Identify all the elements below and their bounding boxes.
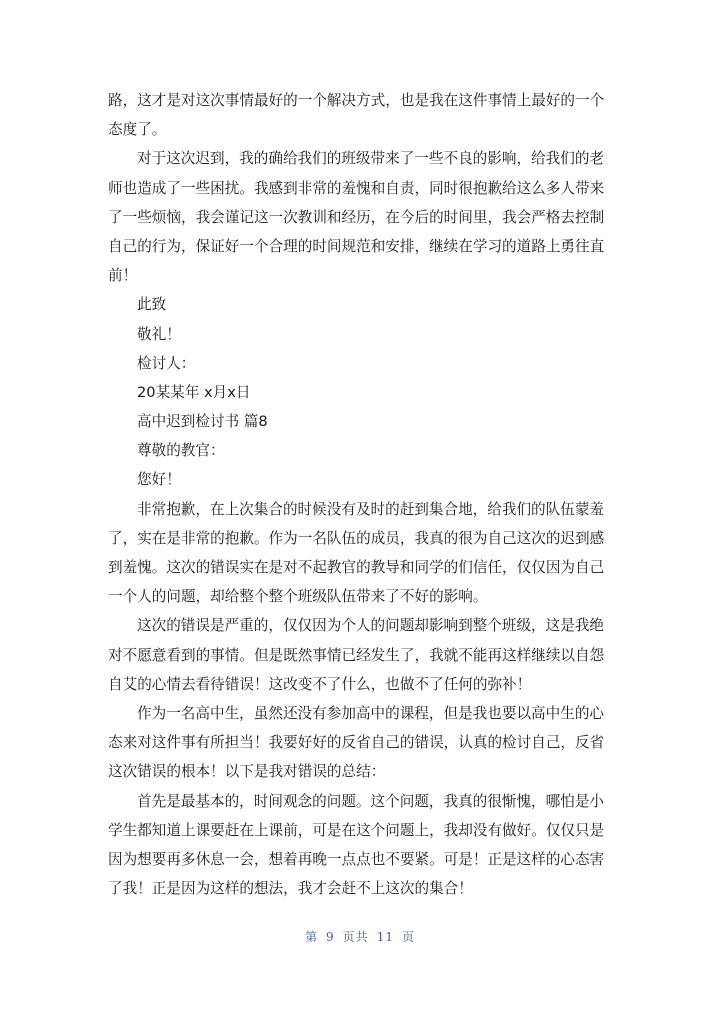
paragraph (108, 349, 604, 378)
text-line: 了，实在是非常的抱歉。作为一名队伍的成员，我真的很为自己这次的迟到感 (108, 529, 605, 547)
text-line: 态度了。 (108, 121, 167, 139)
text-line: 对不愿意看到的事情。但是既然事情已经发生了，我就不能再这样继续以自怨 (108, 646, 605, 664)
text-line: 此致 (137, 296, 167, 314)
text-line: 作为一名高中生，虽然还没有参加高中的课程，但是我也要以高中生的心 (137, 704, 605, 722)
text-line: 一个人的问题，却给整个整个班级队伍带来了不好的影响。 (108, 588, 488, 606)
text-line: 前！ (108, 267, 138, 285)
footer-suffix: 页 (401, 930, 415, 944)
paragraph (108, 144, 604, 290)
footer-total-pages: 11 (376, 930, 394, 944)
text-line: 因为想要再多休息一会，想着再晚一点点也不要紧。可是！正是这样的心态害 (108, 850, 605, 868)
text-line: 您好！ (137, 471, 181, 489)
text-line: 20某某年 x月x日 (137, 383, 251, 401)
paragraph (108, 787, 604, 904)
text-line: 路，这才是对这次事情最好的一个解决方式，也是我在这件事情上最好的一个 (108, 92, 605, 109)
text-line: 态来对这件事有所担当！我要好好的反省自己的错误，认真的检讨自己，反省 (108, 734, 605, 752)
footer-middle: 页共 (342, 930, 369, 944)
paragraph (108, 407, 604, 436)
page-footer (0, 928, 720, 945)
text-line: 师也造成了一些困扰。我感到非常的羞愧和自责，同时很抱歉给这么多人带来 (108, 179, 605, 197)
text-line: 高中迟到检讨书 篇8 (137, 413, 268, 431)
paragraph (108, 465, 604, 494)
paragraph (108, 495, 604, 612)
paragraph (108, 436, 604, 465)
text-line: 非常抱歉，在上次集合的时候没有及时的赶到集合地，给我们的队伍蒙羞 (137, 500, 605, 518)
text-line: 首先是最基本的，时间观念的问题。这个问题，我真的很惭愧，哪怕是小 (137, 792, 605, 810)
paragraph (108, 699, 604, 787)
paragraph (108, 320, 604, 349)
text-line: 敬礼！ (137, 325, 181, 343)
paragraph (108, 290, 604, 319)
document-body (108, 86, 604, 903)
text-line: 尊敬的教官： (137, 442, 225, 460)
text-line: 了一些烦恼，我会谨记这一次教训和经历，在今后的时间里，我会严格去控制 (108, 208, 605, 226)
text-line: 这次错误的根本！以下是我对错误的总结： (108, 763, 386, 781)
text-line: 学生都知道上课要赶在上课前，可是在这个问题上，我却没有做好。仅仅只是 (108, 821, 605, 839)
footer-current-page: 9 (326, 930, 335, 944)
text-line: 了我！正是因为这样的想法，我才会赶不上这次的集合！ (108, 880, 473, 898)
paragraph (108, 86, 604, 144)
text-line: 自己的行为，保证好一个合理的时间规范和安排，继续在学习的道路上勇往直 (108, 237, 605, 255)
paragraph (108, 611, 604, 699)
text-line: 检讨人： (137, 354, 196, 372)
text-line: 对于这次迟到，我的确给我们的班级带来了一些不良的影响，给我们的老 (137, 150, 605, 168)
text-line: 到羞愧。这次的错误实在是对不起教官的教导和同学的们信任，仅仅因为自己 (108, 559, 605, 576)
text-line: 自艾的心情去看待错误！这改变不了什么，也做不了任何的弥补！ (108, 675, 532, 693)
paragraph (108, 378, 604, 407)
text-line: 这次的错误是严重的，仅仅因为个人的问题却影响到整个班级，这是我绝 (137, 617, 605, 635)
footer-prefix: 第 (305, 930, 319, 944)
